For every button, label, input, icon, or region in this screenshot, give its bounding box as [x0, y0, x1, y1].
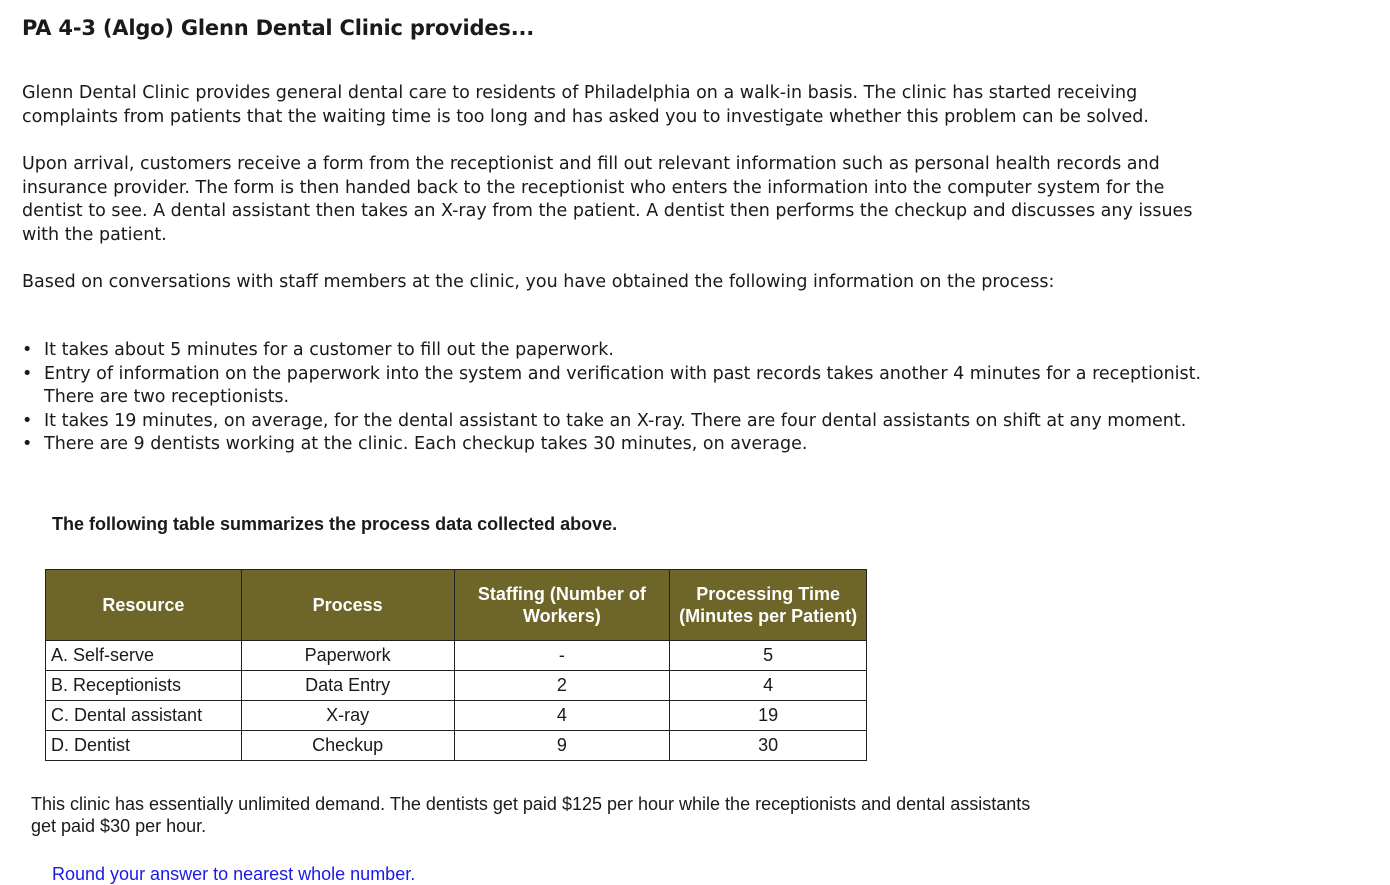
- cell-processing-time: 19: [670, 701, 867, 731]
- list-item: [22, 410, 1222, 434]
- list-item-text: Entry of information on the paperwork into the system and verification with past records takes another 4 minutes for a receptionist. There are two receptionists.: [44, 363, 1202, 408]
- column-header-processing-time: Processing Time (Minutes per Patient): [670, 570, 867, 641]
- bullet-icon: •: [22, 434, 33, 455]
- process-description-paragraph: Upon arrival, customers receive a form from the receptionist and fill out relevant information such as personal health records and insurance provider. The form is then handed back to the receptionist who enters the information into the computer system for the dentist to see. A dental assistant then takes an X-ray from the patient. A dentist then performs the checkup and discusses any issues with the patient.: [22, 154, 1193, 245]
- table-caption: The following table summarizes the process data collected above.: [52, 514, 618, 534]
- cell-process: X-ray: [241, 701, 454, 731]
- list-item: [22, 363, 1222, 410]
- column-header-resource: Resource: [46, 570, 242, 641]
- cell-processing-time: 30: [670, 731, 867, 761]
- cell-process: Data Entry: [241, 671, 454, 701]
- list-item-text: It takes about 5 minutes for a customer to fill out the paperwork.: [44, 340, 614, 360]
- cell-staffing: 9: [454, 731, 670, 761]
- table-row: [46, 641, 867, 671]
- table-header-row: [46, 570, 867, 641]
- cell-resource: D. Dentist: [46, 731, 242, 761]
- cell-resource: C. Dental assistant: [46, 701, 242, 731]
- page-title: PA 4-3 (Algo) Glenn Dental Clinic provides...: [22, 16, 535, 40]
- column-header-process: Process: [241, 570, 454, 641]
- process-data-table: [45, 569, 867, 761]
- list-item-text: It takes 19 minutes, on average, for the dental assistant to take an X-ray. There are four dental assistants on shift at any moment.: [44, 410, 1187, 431]
- cell-resource: A. Self-serve: [46, 641, 242, 671]
- column-header-staffing: Staffing (Number of Workers): [454, 570, 670, 641]
- list-item: [22, 433, 1222, 457]
- cell-process: Checkup: [241, 731, 454, 761]
- cell-staffing: -: [454, 641, 670, 671]
- bullet-icon: •: [22, 410, 33, 431]
- process-facts-list: [22, 339, 1222, 457]
- list-item-text: There are 9 dentists working at the clinic. Each checkup takes 30 minutes, on average.: [44, 434, 808, 455]
- cell-staffing: 4: [454, 701, 670, 731]
- demand-note: This clinic has essentially unlimited demand. The dentists get paid $125 per hour while the receptionists and dental assistants get paid $30 per hour.: [31, 794, 1031, 836]
- bullet-icon: •: [22, 340, 33, 360]
- table-row: [46, 671, 867, 701]
- bullet-icon: •: [22, 363, 33, 384]
- cell-staffing: 2: [454, 671, 670, 701]
- cell-resource: B. Receptionists: [46, 671, 242, 701]
- cell-process: Paperwork: [241, 641, 454, 671]
- cell-processing-time: 4: [670, 671, 867, 701]
- staff-info-paragraph: Based on conversations with staff members at the clinic, you have obtained the following information on the process:: [22, 272, 1055, 292]
- cell-processing-time: 5: [670, 641, 867, 671]
- table-row: [46, 731, 867, 761]
- table-row: [46, 701, 867, 731]
- list-item: [22, 339, 1222, 363]
- rounding-instruction: Round your answer to nearest whole number.: [52, 864, 416, 884]
- intro-paragraph: Glenn Dental Clinic provides general dental care to residents of Philadelphia on a walk-in basis. The clinic has started receiving complaints from patients that the waiting time is too long and has asked you to investigate whether this problem can be solved.: [22, 83, 1149, 127]
